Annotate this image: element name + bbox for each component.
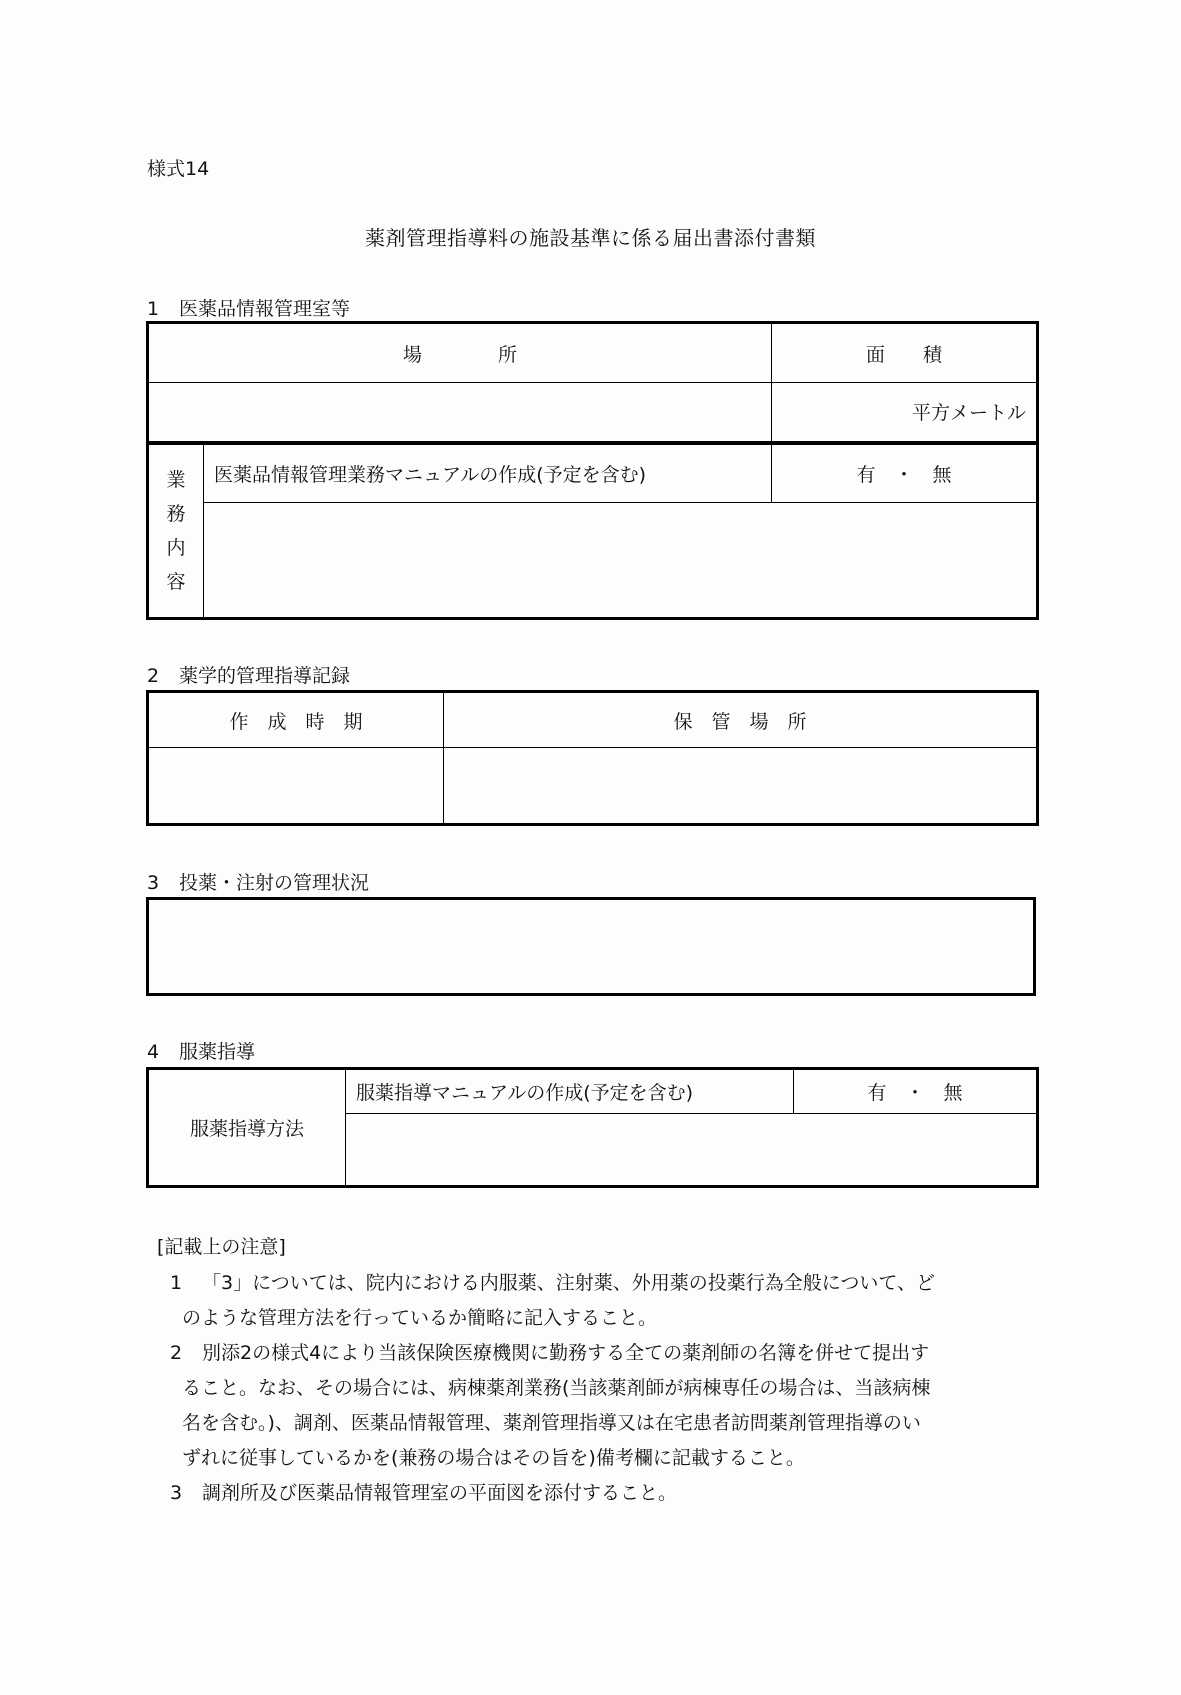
section-number: 3 <box>147 872 160 894</box>
note-item-2: 2 別添2の様式4により当該保険医療機関に勤務する全ての薬剤師の名簿を併せて提出す <box>170 1342 930 1364</box>
guidance-method-label: 服薬指導方法 <box>148 1069 346 1187</box>
document-title: 薬剤管理指導料の施設基準に係る届出書添付書類 <box>365 226 816 250</box>
area-field[interactable] <box>772 383 1038 443</box>
location-field[interactable] <box>148 383 772 443</box>
section-title: 投薬・注射の管理状況 <box>179 872 370 894</box>
section-4-heading <box>147 1037 255 1064</box>
note-item-2-cont-2: 名を含む。)、調剤、医薬品情報管理、薬剤管理指導又は在宅患者訪問薬剤管理指導のい <box>182 1412 921 1434</box>
section-3-heading <box>147 868 369 895</box>
creation-timing-header: 作 成 時 期 <box>148 692 444 748</box>
section-title: 薬学的管理指導記録 <box>179 665 351 687</box>
work-content-label: 業 務 内 容 <box>148 443 204 619</box>
work-content-field[interactable] <box>204 503 1038 619</box>
medication-management-table <box>146 897 1036 996</box>
note-item-2-cont-3: ずれに従事しているかを(兼務の場合はその旨を)備考欄に記載すること。 <box>182 1447 805 1469</box>
drug-info-manual-label: 医薬品情報管理業務マニュアルの作成(予定を含む) <box>204 443 772 503</box>
note-item-1-cont: のような管理方法を行っているか簡略に記入すること。 <box>182 1307 658 1329</box>
note-item-2-cont-1: ること。なお、その場合には、病棟薬剤業務(当該薬剤師が病棟専任の場合は、当該病棟 <box>182 1377 931 1399</box>
note-item-3: 3 調剤所及び医薬品情報管理室の平面図を添付すること。 <box>170 1482 678 1504</box>
section-2-heading <box>147 661 350 688</box>
section-title: 医薬品情報管理室等 <box>179 298 351 320</box>
medication-guidance-table <box>146 1067 1039 1188</box>
section-title: 服薬指導 <box>179 1041 256 1063</box>
guidance-manual-label: 服薬指導マニュアルの作成(予定を含む) <box>346 1069 794 1114</box>
drug-info-room-table <box>146 321 1039 620</box>
note-item-1: 1 「3」については、院内における内服薬、注射薬、外用薬の投薬行為全般について、ど <box>170 1272 935 1294</box>
section-number: 2 <box>147 665 160 687</box>
guidance-method-field[interactable] <box>346 1114 1038 1187</box>
notes-heading: [記載上の注意] <box>157 1236 286 1258</box>
section-1-heading <box>147 294 350 321</box>
form-number: 様式14 <box>147 158 210 180</box>
section-number: 4 <box>147 1041 160 1063</box>
area-header: 面 積 <box>772 323 1038 383</box>
guidance-manual-choice[interactable]: 有 ・ 無 <box>794 1069 1038 1114</box>
storage-location-header: 保 管 場 所 <box>444 692 1038 748</box>
storage-location-field[interactable] <box>444 748 1038 825</box>
location-header: 場 所 <box>148 323 772 383</box>
area-unit: 平方メートル <box>912 402 1027 425</box>
pharma-record-table <box>146 690 1039 826</box>
medication-management-field[interactable] <box>148 899 1035 995</box>
section-number: 1 <box>147 298 160 320</box>
drug-info-manual-choice[interactable]: 有 ・ 無 <box>772 443 1038 503</box>
creation-timing-field[interactable] <box>148 748 444 825</box>
